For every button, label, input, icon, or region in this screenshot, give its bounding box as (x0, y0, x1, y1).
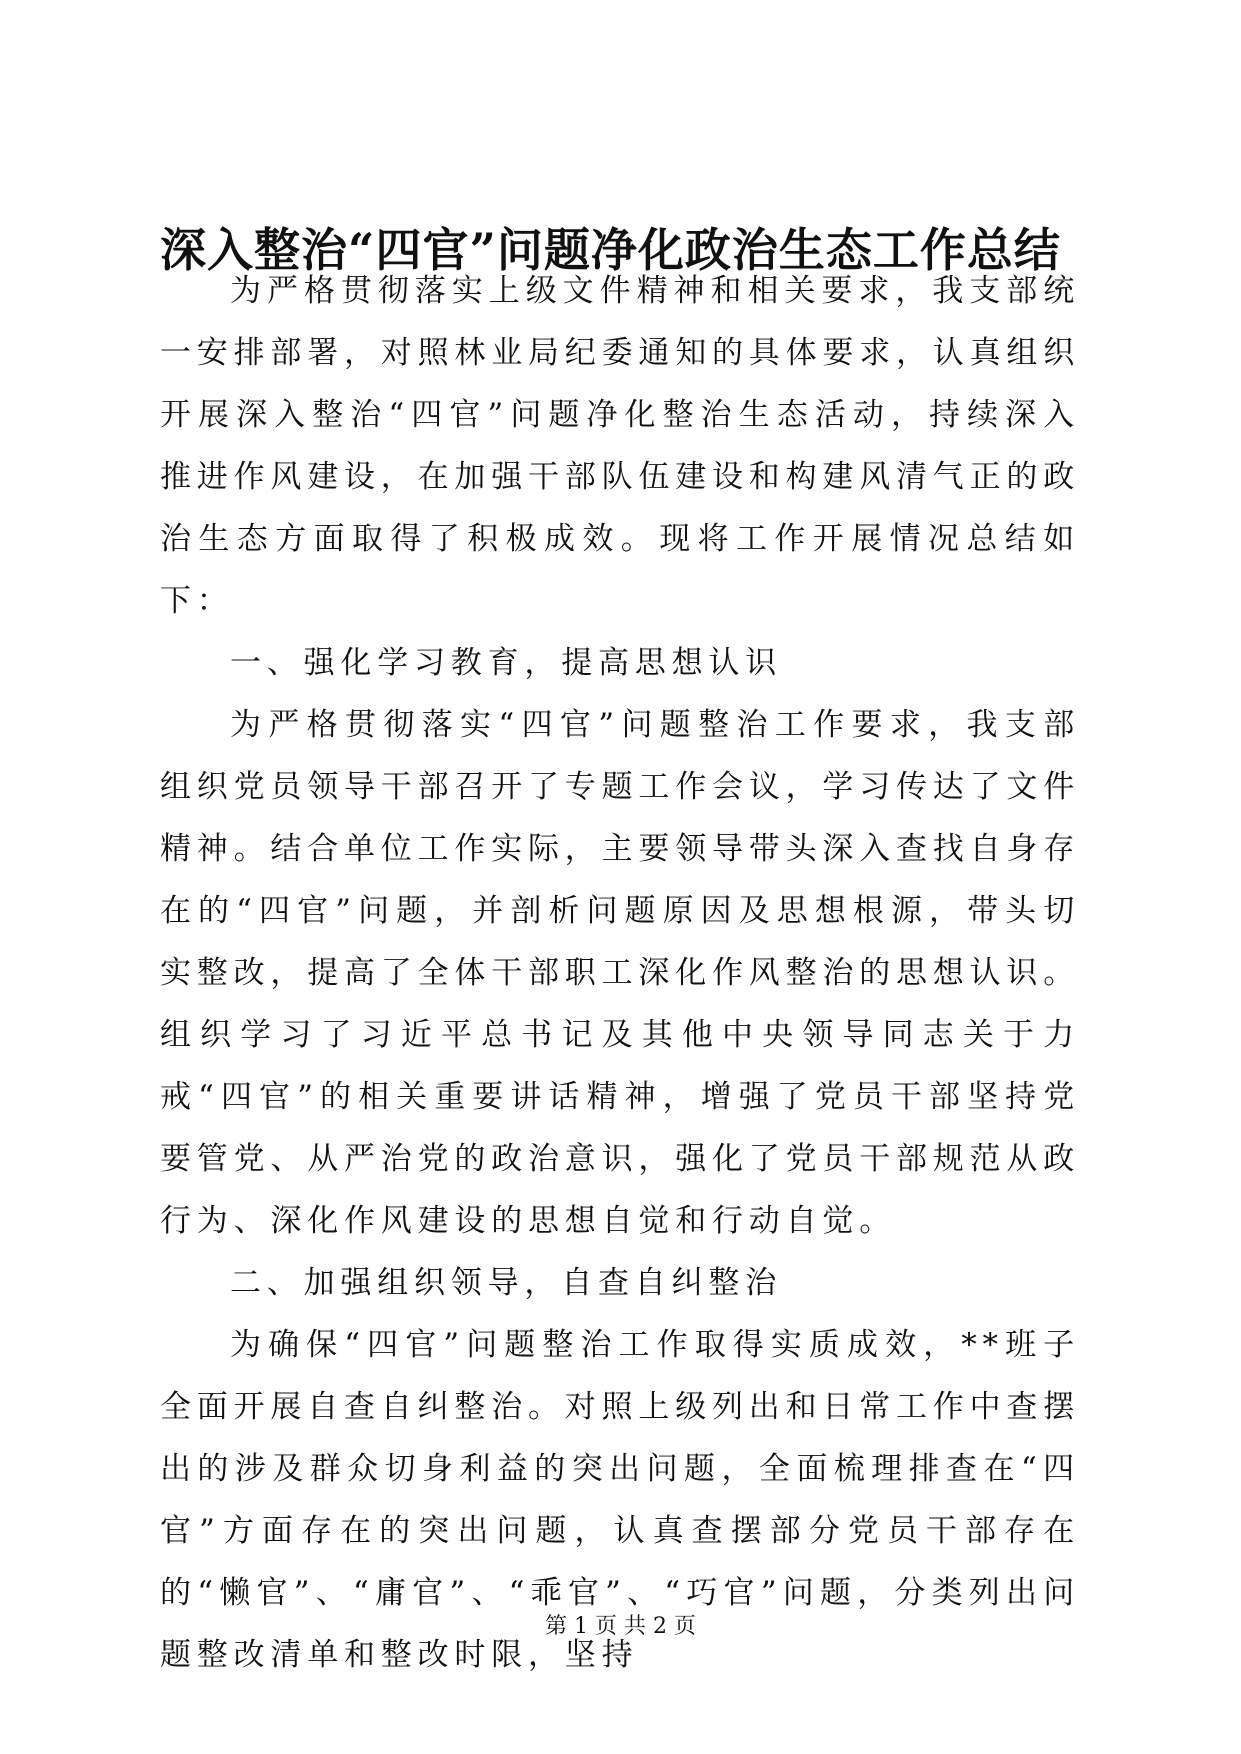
section-1-paragraph: 为严格贯彻落实“四官”问题整治工作要求，我支部组织党员领导干部召开了专题工作会议，学习传达了文件精神。结合单位工作实际，主要领导带头深入查找自身存在的“四官”问题，并剖析问题原因及思想根源，带头切实整改，提高了全体干部职工深化作风整治的思想认识。组织学习了习近平总书记及其他中央领导同志关于力戒“四官”的相关重要讲话精神，增强了党员干部坚持党要管党、从严治党的政治意识，强化了党员干部规范从政行为、深化作风建设的思想自觉和行动自觉。 (160, 707, 1080, 1239)
page-footer: 第 1 页 共 2 页 (545, 1614, 696, 1639)
document-body (160, 260, 1080, 1686)
section-heading-2: 二、加强组织领导，自查自纠整治 (230, 1265, 782, 1301)
section-heading-1: 一、强化学习教育，提高思想认识 (230, 645, 782, 681)
section-2-paragraph: 为确保“四官”问题整治工作取得实质成效，**班子全面开展自查自纠整治。对照上级列出和日常工作中查摆出的涉及群众切身利益的突出问题，全面梳理排查在“四官”方面存在的突出问题，认真查摆部分党员干部存在的“懒官”、“庸官”、“乖官”、“巧官”问题，分类列出问题整改清单和整改时限，坚持 (160, 1327, 1080, 1673)
document-title: 深入整治“四官”问题净化政治生态工作总结 (160, 223, 1061, 277)
intro-paragraph: 为严格贯彻落实上级文件精神和相关要求，我支部统一安排部署，对照林业局纪委通知的具体要求，认真组织开展深入整治“四官”问题净化整治生态活动，持续深入推进作风建设，在加强干部队伍建设和构建风清气正的政治生态方面取得了积极成效。现将工作开展情况总结如下： (160, 273, 1080, 619)
